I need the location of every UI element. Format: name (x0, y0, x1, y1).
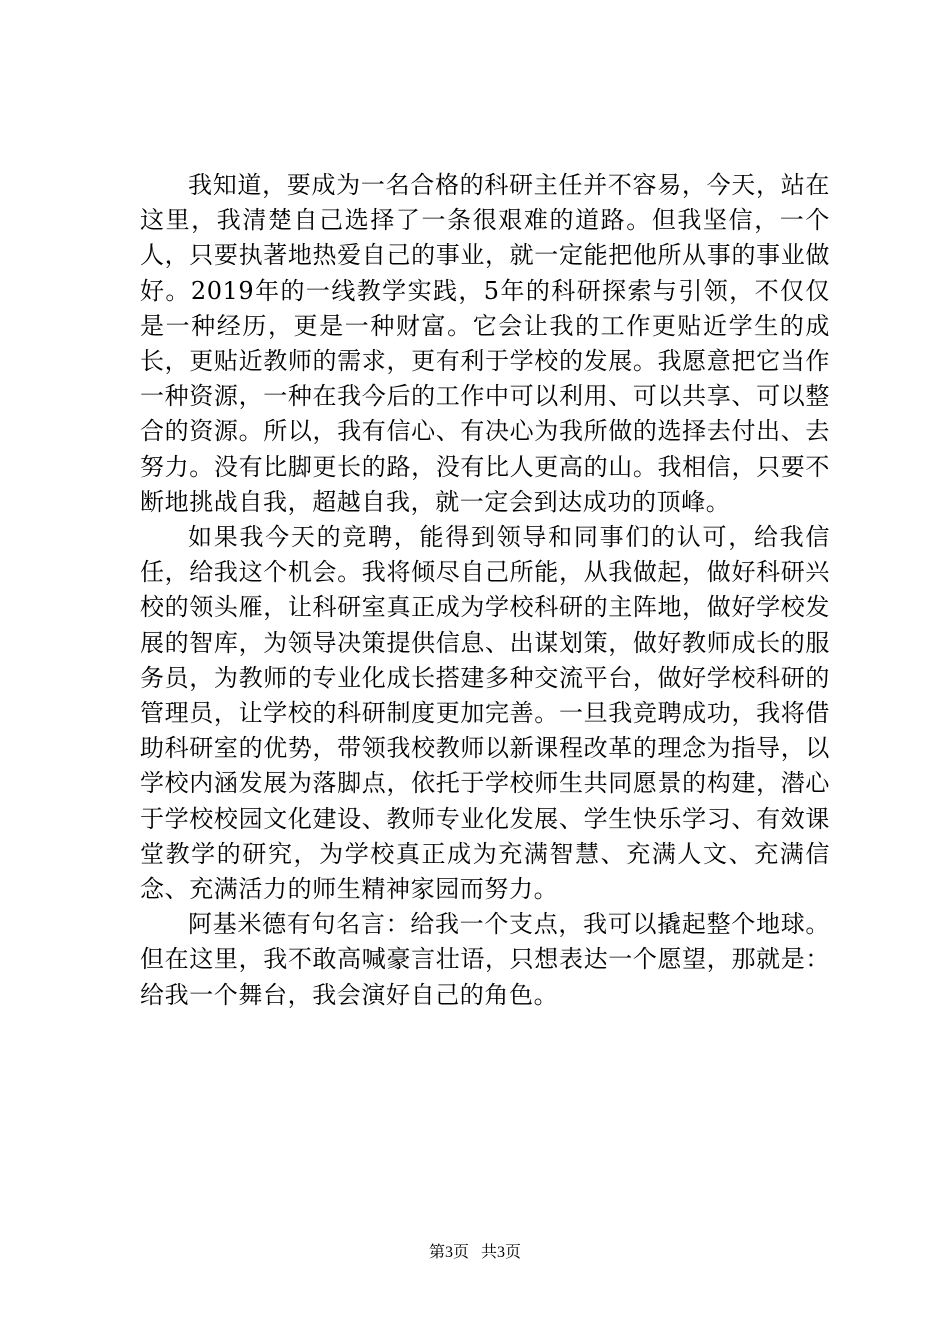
paragraph-3: 阿基米德有句名言：给我一个支点，我可以撬起整个地球。但在这里，我不敢高喊豪言壮语，只想表达一个愿望，那就是：给我一个舞台，我会演好自己的角色。 (140, 910, 830, 1009)
document-body (140, 168, 830, 1013)
page-footer (0, 1242, 950, 1264)
page-total: 共3页 (481, 1244, 522, 1261)
paragraph-2: 如果我今天的竞聘，能得到领导和同事们的认可，给我信任，给我这个机会。我将倾尽自己所能，从我做起，做好科研兴校的领头雁，让科研室真正成为学校科研的主阵地，做好学校发展的智库，为领导决策提供信息、出谋划策，做好教师成长的服务员，为教师的专业化成长搭建多种交流平台，做好学校科研的管理员，让学校的科研制度更加完善。一旦我竞聘成功，我将借助科研室的优势，带领我校教师以新课程改革的理念为指导，以学校内涵发展为落脚点，依托于学校师生共同愿景的构建，潜心于学校校园文化建设、教师专业化发展、学生快乐学习、有效课堂教学的研究，为学校真正成为充满智慧、充满人文、充满信念、充满活力的师生精神家园而努力。 (140, 523, 830, 904)
page-number: 第3页 (428, 1244, 469, 1261)
paragraph-1: 我知道，要成为一名合格的科研主任并不容易，今天，站在这里，我清楚自己选择了一条很艰难的道路。但我坚信，一个人，只要执著地热爱自己的事业，就一定能把他所从事的事业做好。2019年的一线教学实践，5年的科研探索与引领，不仅仅是一种经历，更是一种财富。它会让我的工作更贴近学生的成长，更贴近教师的需求，更有利于学校的发展。我愿意把它当作一种资源，一种在我今后的工作中可以利用、可以共享、可以整合的资源。所以，我有信心、有决心为我所做的选择去付出、去努力。没有比脚更长的路，没有比人更高的山。我相信，只要不断地挑战自我，超越自我，就一定会到达成功的顶峰。 (140, 171, 830, 516)
